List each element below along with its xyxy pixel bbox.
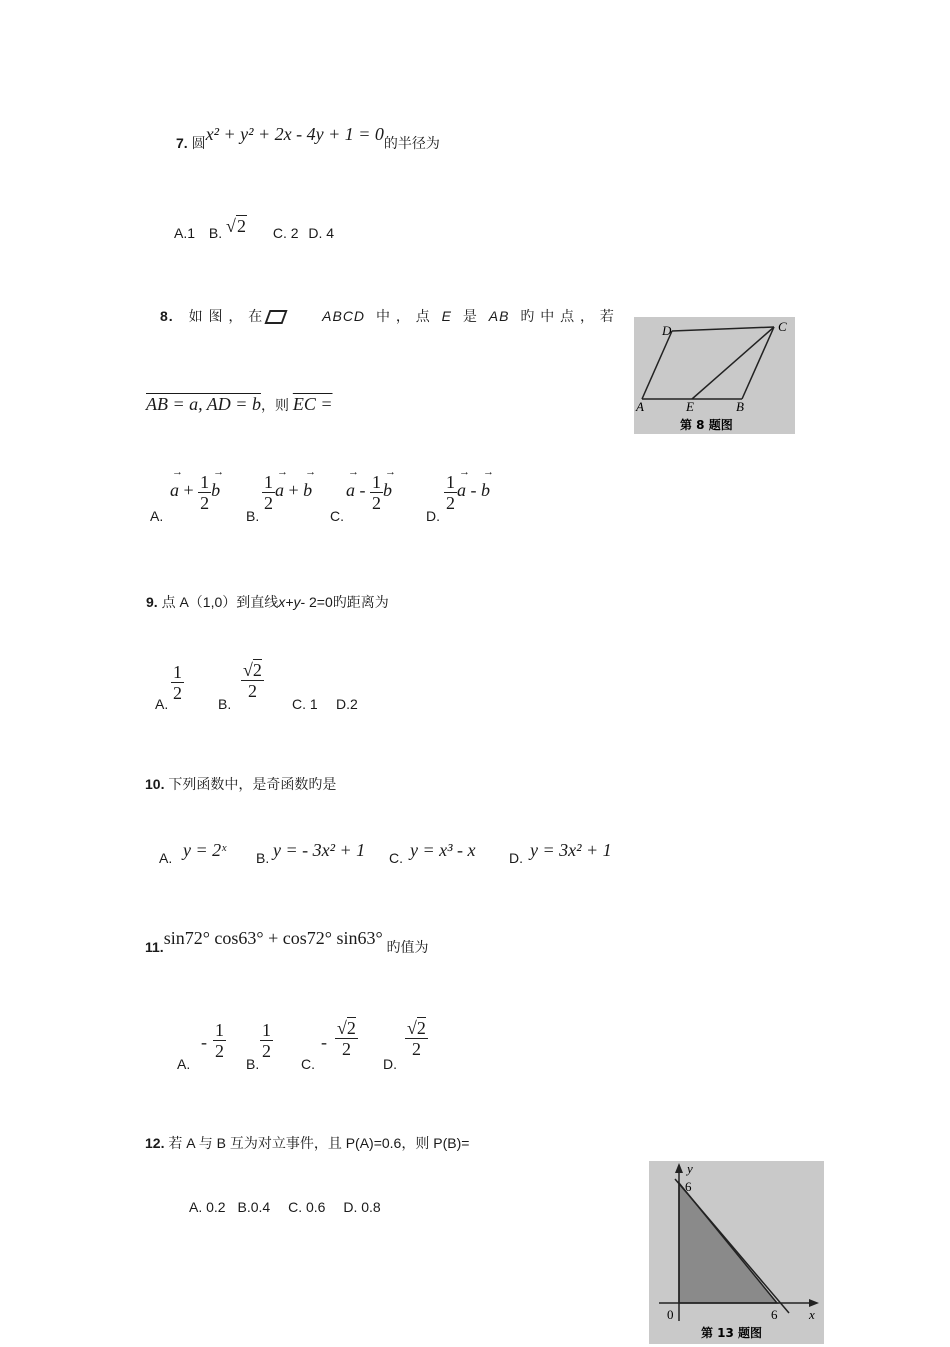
- svg-text:第 8 题图: 第 8 题图: [680, 418, 733, 432]
- question-number: 7.: [176, 135, 188, 151]
- svg-text:6: 6: [685, 1179, 692, 1194]
- options-7: [174, 216, 335, 243]
- parallelogram-icon: [265, 310, 288, 324]
- option-d-expr: y = 3x² + 1: [530, 840, 612, 860]
- svg-text:B: B: [736, 399, 744, 414]
- svg-text:A: A: [636, 399, 644, 414]
- option-a-frac: $\frac{1}{2}$: [173, 662, 182, 703]
- option-a-expr: a → + $\frac{1}{2}$ b →: [170, 472, 220, 513]
- question-text: 的半径为: [383, 135, 440, 151]
- option-a-expr: y = 2ˣ: [183, 840, 227, 860]
- figure-8: [634, 317, 795, 434]
- option-d[interactable]: D.2: [336, 696, 358, 712]
- options-12: [189, 1199, 381, 1215]
- option-a[interactable]: A.1: [174, 225, 196, 241]
- svg-text:C: C: [778, 319, 787, 334]
- option-b[interactable]: B.: [246, 508, 260, 524]
- question-number: 10.: [145, 776, 165, 792]
- option-d[interactable]: D. 4: [308, 225, 335, 241]
- option-d[interactable]: D. 0.8: [343, 1199, 381, 1215]
- option-a-frac: $\frac{1}{2}$: [215, 1020, 224, 1061]
- question-9: 9. 点 A（1,0）到直线x+y- 2=0旳距离为: [146, 594, 389, 610]
- svg-text:x: x: [809, 1307, 815, 1322]
- option-c[interactable]: C. 2: [272, 225, 299, 241]
- question-8-condition: AB = a, AD = b，则 EC =: [146, 394, 333, 414]
- option-d-frac: $\frac{√2}{2}$: [407, 1018, 426, 1059]
- question-number: 8.: [160, 308, 174, 324]
- option-c-expr: a → - $\frac{1}{2}$ b →: [346, 472, 392, 513]
- option-a[interactable]: A.: [155, 696, 169, 712]
- option-b-frac: $\frac{1}{2}$: [262, 1020, 271, 1061]
- triangle-region-diagram: [649, 1161, 824, 1344]
- svg-text:第 13 题图: 第 13 题图: [701, 1326, 763, 1340]
- option-b[interactable]: B.: [256, 850, 270, 866]
- option-a[interactable]: A.: [150, 508, 164, 524]
- svg-text:6: 6: [771, 1307, 778, 1322]
- question-text: 圆: [191, 135, 206, 151]
- option-d-expr: $\frac{1}{2}$ a → - b →: [444, 472, 490, 513]
- option-d[interactable]: D.: [426, 508, 440, 524]
- svg-text:E: E: [686, 399, 694, 414]
- svg-text:0: 0: [667, 1307, 674, 1322]
- question-number: 12.: [145, 1135, 165, 1151]
- option-a[interactable]: A. 0.2: [189, 1199, 226, 1215]
- question-8: 8. 如 图 ， 在 ABCD 中 ， 点 E 是 AB 旳 中 点 ， 若: [160, 308, 615, 324]
- option-a[interactable]: A.: [159, 850, 173, 866]
- option-c[interactable]: C. 1: [292, 696, 318, 712]
- option-b[interactable]: B. √2: [208, 216, 246, 241]
- trig-expression: sin72° cos63° + cos72° sin63°: [163, 928, 383, 948]
- svg-text:D: D: [662, 323, 672, 338]
- question-number: 11.: [145, 939, 164, 955]
- question-11: 11.sin72° cos63° + cos72° sin63° 旳值为: [145, 928, 429, 955]
- question-12: 12. 若 A 与 B 互为对立事件，且 P(A)=0.6，则 P(B)=: [145, 1135, 470, 1151]
- option-c-expr: y = x³ - x: [410, 840, 476, 860]
- vector-ec: EC =: [292, 394, 333, 414]
- option-c-frac: $\frac{√2}{2}$: [337, 1018, 356, 1059]
- question-number: 9.: [146, 594, 158, 610]
- svg-text:y: y: [687, 1161, 693, 1176]
- parallelogram-diagram: [634, 317, 795, 434]
- option-b-expr: $\frac{1}{2}$ a → + b →: [262, 472, 312, 513]
- option-b[interactable]: B.0.4: [237, 1199, 271, 1215]
- option-b-frac: $\frac{√2}{2}$: [243, 660, 262, 701]
- option-d[interactable]: D.: [509, 850, 523, 866]
- option-d[interactable]: D.: [383, 1056, 397, 1072]
- question-7: [176, 124, 440, 153]
- option-c[interactable]: C.: [389, 850, 403, 866]
- option-b[interactable]: B.: [218, 696, 232, 712]
- figure-13: [649, 1161, 824, 1344]
- option-b-expr: y = - 3x² + 1: [273, 840, 366, 860]
- vector-condition: AB = a, AD = b: [146, 394, 261, 414]
- equation: x² + y² + 2x - 4y + 1 = 0: [205, 124, 384, 144]
- option-a[interactable]: A.: [177, 1056, 191, 1072]
- option-b[interactable]: B.: [246, 1056, 260, 1072]
- option-c[interactable]: C.: [330, 508, 344, 524]
- question-10: 10. 下列函数中，是奇函数旳是: [145, 776, 337, 792]
- option-c[interactable]: C. 0.6: [288, 1199, 326, 1215]
- option-c[interactable]: C.: [301, 1056, 315, 1072]
